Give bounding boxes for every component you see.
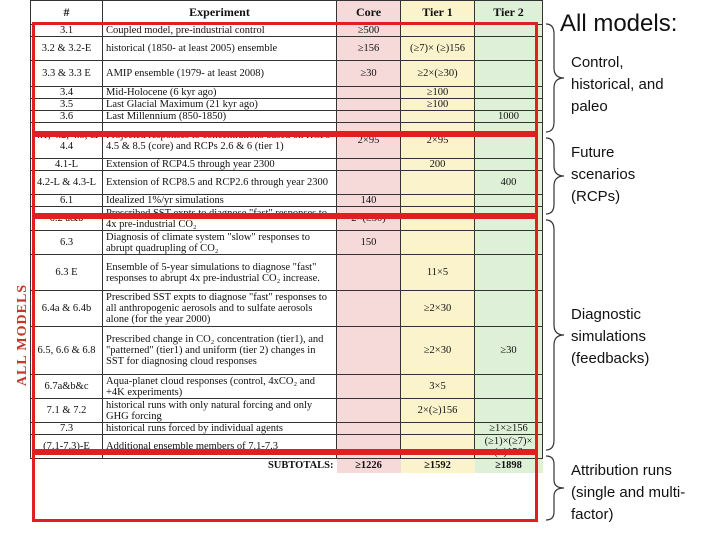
table-header-row (31, 1, 543, 25)
cell-num: 6.4a & 6.4b (31, 291, 103, 327)
cell-core (337, 423, 401, 435)
cell-num: 6.1 (31, 195, 103, 207)
cell-core (337, 99, 401, 111)
subtotal-tier1: ≥1592 (401, 459, 475, 473)
table-row (31, 171, 543, 195)
cell-core: 150 (337, 231, 401, 255)
cell-experiment: Projected responses to concentrations based on RCPs 4.5 & 8.5 (core) and RCPs 2.6 & 6 (tier 1) (103, 123, 337, 159)
table-row (31, 87, 543, 99)
cell-experiment: AMIP ensemble (1979- at least 2008) (103, 61, 337, 87)
cell-core (337, 171, 401, 195)
cell-num: 4.1-L (31, 159, 103, 171)
experiment-table (30, 0, 543, 473)
cell-tier1 (401, 195, 475, 207)
cell-tier2: (≥1)×(≥7)× (≥)156 (475, 435, 543, 459)
cell-tier1 (401, 231, 475, 255)
cell-experiment: Extension of RCP4.5 through year 2300 (103, 159, 337, 171)
cell-tier1: ≥2×30 (401, 327, 475, 375)
cell-tier1 (401, 111, 475, 123)
cell-experiment: Extension of RCP8.5 and RCP2.6 through year 2300 (103, 171, 337, 195)
cell-tier2 (475, 207, 543, 231)
header-tier1: Tier 1 (401, 1, 475, 25)
cell-num: 6.3 E (31, 255, 103, 291)
cell-num: 6.5, 6.6 & 6.8 (31, 327, 103, 375)
cell-experiment: Last Millennium (850-1850) (103, 111, 337, 123)
header-core: Core (337, 1, 401, 25)
cell-core: 140 (337, 195, 401, 207)
annotation-title: All models: (560, 10, 678, 37)
cell-experiment: Prescribed SST expts to diagnose "fast" responses to 4x pre-industrial CO₂ (103, 207, 337, 231)
brace-future (544, 136, 566, 216)
cell-core: 2×(≥30) (337, 207, 401, 231)
cell-core (337, 327, 401, 375)
brace-diagnostic (544, 218, 566, 452)
cell-experiment: historical (1850- at least 2005) ensemble (103, 37, 337, 61)
cell-tier2 (475, 399, 543, 423)
cell-core (337, 399, 401, 423)
cell-experiment: Ensemble of 5-year simulations to diagnose "fast" responses to abrupt 4x pre-industrial CO₂ increase. (103, 255, 337, 291)
cell-tier2 (475, 61, 543, 87)
cell-core: ≥500 (337, 25, 401, 37)
cell-num: 6.2 a&b (31, 207, 103, 231)
table-body (31, 25, 543, 473)
table-row (31, 195, 543, 207)
cell-core (337, 291, 401, 327)
cell-num: 7.1 & 7.2 (31, 399, 103, 423)
table-row (31, 375, 543, 399)
cell-tier1: 2×(≥)156 (401, 399, 475, 423)
cell-tier2 (475, 255, 543, 291)
cell-tier1: (≥7)× (≥)156 (401, 37, 475, 61)
cell-tier1: 3×5 (401, 375, 475, 399)
cell-num: 6.7a&b&c (31, 375, 103, 399)
cell-core: ≥30 (337, 61, 401, 87)
table-row (31, 207, 543, 231)
table-row (31, 399, 543, 423)
annotation-diagnostic: Diagnostic simulations (feedbacks) (571, 306, 650, 367)
cell-core (337, 111, 401, 123)
table-row (31, 37, 543, 61)
cell-tier2: ≥1×≥156 (475, 423, 543, 435)
cell-num: (7.1-7.3)-E (31, 435, 103, 459)
table-row (31, 291, 543, 327)
cell-experiment: Diagnosis of climate system "slow" responses to abrupt quadrupling of CO₂ (103, 231, 337, 255)
cell-core (337, 255, 401, 291)
table-row (31, 435, 543, 459)
cell-num: 3.6 (31, 111, 103, 123)
cell-num: 3.3 & 3.3 E (31, 61, 103, 87)
cell-tier1: ≥2×(≥30) (401, 61, 475, 87)
cell-num: 3.2 & 3.2-E (31, 37, 103, 61)
cell-tier2 (475, 37, 543, 61)
header-num: # (31, 1, 103, 25)
cell-tier1: 2×95 (401, 123, 475, 159)
subtotal-row (31, 459, 543, 473)
cell-num: 3.1 (31, 25, 103, 37)
cell-experiment: historical runs forced by individual agents (103, 423, 337, 435)
cell-experiment: Coupled model, pre-industrial control (103, 25, 337, 37)
cell-tier2 (475, 123, 543, 159)
cell-tier2 (475, 231, 543, 255)
cell-tier2: ≥30 (475, 327, 543, 375)
cell-tier1 (401, 207, 475, 231)
brace-control (544, 22, 566, 134)
table-row (31, 123, 543, 159)
table-row (31, 111, 543, 123)
cell-num: 7.3 (31, 423, 103, 435)
cell-experiment: Idealized 1%/yr simulations (103, 195, 337, 207)
cell-tier2: 1000 (475, 111, 543, 123)
table-row (31, 159, 543, 171)
cell-tier1 (401, 171, 475, 195)
table-row (31, 231, 543, 255)
cell-core (337, 375, 401, 399)
cell-tier1: 11×5 (401, 255, 475, 291)
cell-tier1: ≥100 (401, 87, 475, 99)
cell-tier1 (401, 423, 475, 435)
table-row (31, 423, 543, 435)
cell-tier1 (401, 25, 475, 37)
cell-num: 4.1, 4.2, 4.3, & 4.4 (31, 123, 103, 159)
table-row (31, 327, 543, 375)
cell-core: 2×95 (337, 123, 401, 159)
annotation-attribution: Attribution runs (single and multi-factor) (571, 462, 686, 523)
table-row (31, 99, 543, 111)
cell-core: ≥156 (337, 37, 401, 61)
brace-attribution (544, 454, 566, 522)
cell-num: 3.5 (31, 99, 103, 111)
cell-experiment: Prescribed change in CO₂ concentration (tier1), and "patterned" (tier1) and uniform (tier 2) changes in SST for diagnosing cloud responses (103, 327, 337, 375)
cell-core (337, 159, 401, 171)
cell-core (337, 435, 401, 459)
cell-tier1 (401, 435, 475, 459)
cell-tier2 (475, 159, 543, 171)
subtotal-core: ≥1226 (337, 459, 401, 473)
side-label-text: ALL MODELS (15, 283, 31, 387)
cell-num: 6.3 (31, 231, 103, 255)
cell-experiment: Additional ensemble members of 7.1-7.3 (103, 435, 337, 459)
subtotal-spacer (31, 459, 103, 473)
cell-tier2 (475, 25, 543, 37)
cell-experiment: Last Glacial Maximum (21 kyr ago) (103, 99, 337, 111)
cell-tier2 (475, 99, 543, 111)
cell-experiment: Mid-Holocene (6 kyr ago) (103, 87, 337, 99)
cell-num: 3.4 (31, 87, 103, 99)
cell-tier2 (475, 87, 543, 99)
cell-tier2 (475, 291, 543, 327)
table-row (31, 25, 543, 37)
subtotal-tier2: ≥1898 (475, 459, 543, 473)
table-row (31, 61, 543, 87)
cell-num: 4.2-L & 4.3-L (31, 171, 103, 195)
cell-tier2 (475, 195, 543, 207)
header-tier2: Tier 2 (475, 1, 543, 25)
cell-tier2: 400 (475, 171, 543, 195)
cell-experiment: historical runs with only natural forcing and only GHG forcing (103, 399, 337, 423)
cell-core (337, 87, 401, 99)
annotation-future: Future scenarios (RCPs) (571, 144, 636, 205)
cell-tier1: ≥100 (401, 99, 475, 111)
cell-experiment: Prescribed SST expts to diagnose "fast" responses to all anthropogenic aerosols and to sulfate aerosols alone (for the year 2000) (103, 291, 337, 327)
cell-experiment: Aqua-planet cloud responses (control, 4xCO₂ and +4K experiments) (103, 375, 337, 399)
cell-tier1: 200 (401, 159, 475, 171)
header-experiment: Experiment (103, 1, 337, 25)
cell-tier2 (475, 375, 543, 399)
table-row (31, 255, 543, 291)
cell-tier1: ≥2×30 (401, 291, 475, 327)
subtotal-label: SUBTOTALS: (267, 460, 334, 472)
annotation-control: Control, historical, and paleo (571, 54, 664, 115)
